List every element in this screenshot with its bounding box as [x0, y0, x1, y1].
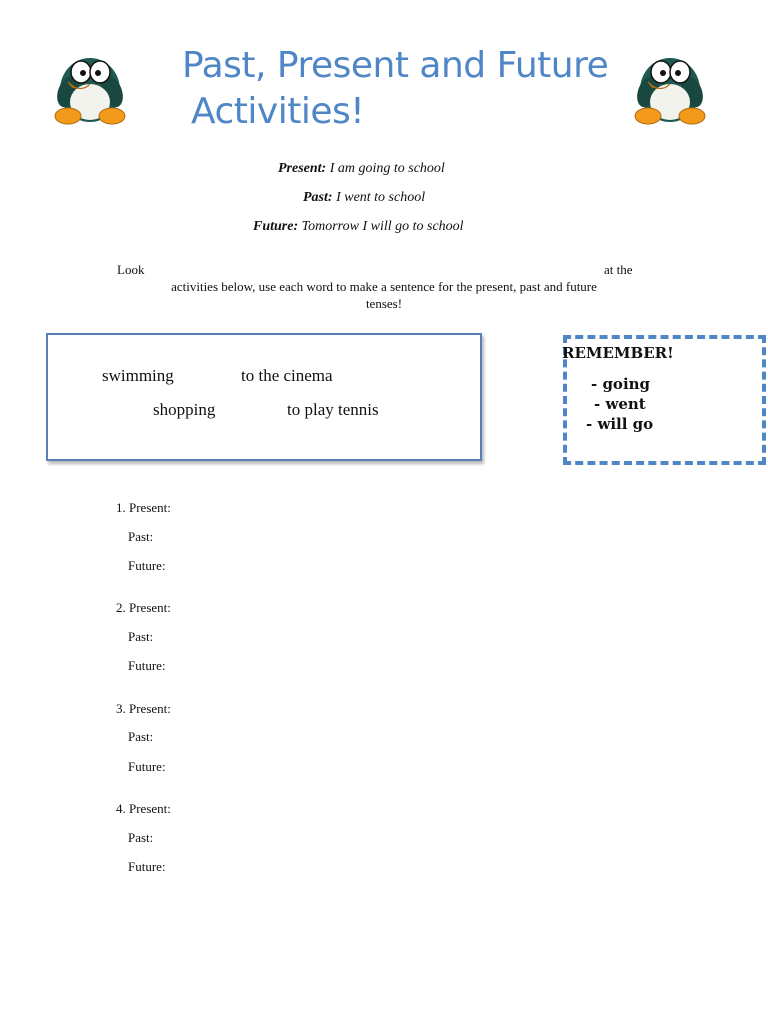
word-to-the-cinema: to the cinema [241, 366, 333, 385]
remember-item-went: - went [594, 395, 646, 413]
q1-present: 1. Present: [116, 500, 171, 515]
remember-item-will-go: - will go [586, 415, 654, 433]
page-title-line2: Activities! [191, 91, 365, 132]
page-title-line1: Past, Present and Future [182, 45, 609, 86]
q1-future: Future: [128, 558, 166, 573]
example-past-text: I went to school [332, 190, 426, 205]
word-shopping: shopping [153, 400, 216, 419]
q1-past: Past: [128, 529, 154, 544]
q4-past: Past: [128, 830, 154, 845]
example-present-label: Present: [278, 161, 327, 176]
remember-title: REMEMBER! [562, 344, 674, 362]
example-future [253, 219, 464, 235]
penguin-left-icon [50, 44, 130, 126]
q3-past: Past: [128, 729, 154, 744]
example-future-text: Tomorrow I will go to school [298, 219, 464, 234]
example-future-label: Future: [253, 219, 299, 234]
example-past-label: Past: [303, 190, 333, 205]
instruction-look: Look [117, 262, 145, 277]
q2-past: Past: [128, 629, 154, 644]
example-present [278, 161, 445, 177]
q3-present: 3. Present: [116, 701, 171, 716]
word-swimming: swimming [102, 366, 174, 385]
example-past [303, 190, 425, 206]
example-present-text: I am going to school [326, 161, 445, 176]
instruction-line3: tenses! [365, 296, 403, 311]
remember-item-going: - going [591, 375, 651, 393]
word-box [46, 333, 482, 461]
q2-future: Future: [128, 658, 166, 673]
instruction-at-the: at the [604, 262, 633, 277]
instruction-line2: activities below, use each word to make a sentence for the present, past and future [171, 279, 597, 294]
word-to-play-tennis: to play tennis [287, 400, 379, 419]
q4-present: 4. Present: [116, 801, 171, 816]
q3-future: Future: [128, 759, 166, 774]
q2-present: 2. Present: [116, 600, 171, 615]
penguin-right-icon [630, 44, 710, 126]
q4-future: Future: [128, 859, 166, 874]
